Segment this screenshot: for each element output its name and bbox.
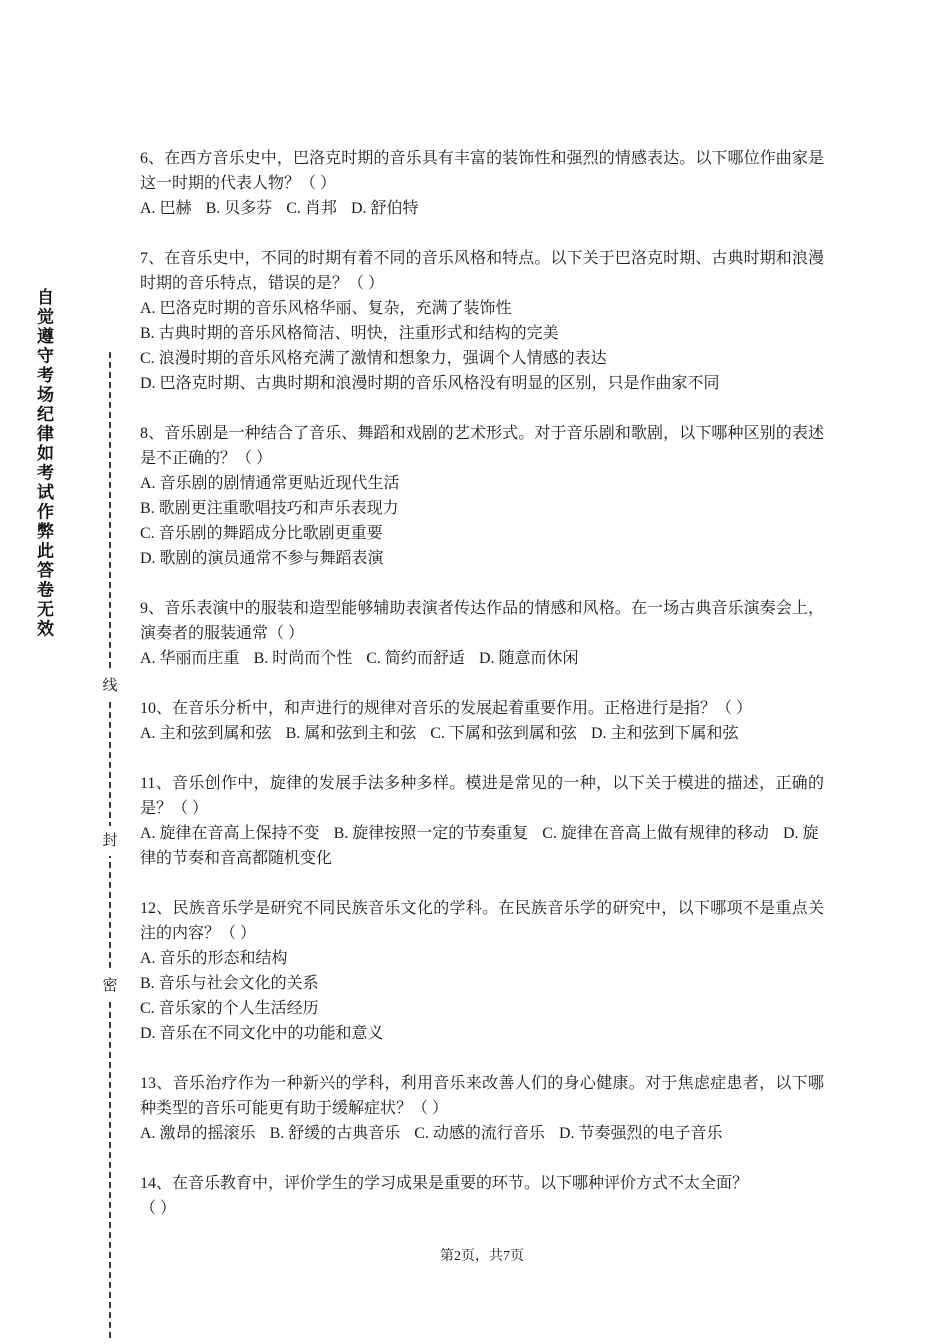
option-c: C. 动感的流行音乐 (414, 1125, 545, 1142)
question-options (140, 296, 824, 396)
option-d: D. 旋律的节奏和音高都随机变化 (140, 825, 819, 867)
question-7 (140, 246, 824, 396)
question-12 (140, 896, 824, 1046)
question-stem: 11、音乐创作中，旋律的发展手法多种多样。模进是常见的一种，以下关于模进的描述，正确的是？（ ） (140, 775, 824, 817)
question-stem: 8、音乐剧是一种结合了音乐、舞蹈和戏剧的艺术形式。对于音乐剧和歌剧，以下哪种区别的表述是不正确的？（ ） (140, 425, 824, 467)
option-d: D. 主和弦到下属和弦 (590, 725, 739, 742)
option-b: B. 时尚而个性 (253, 650, 353, 667)
option-a: A. 主和弦到属和弦 (140, 725, 272, 742)
option-a: A. 华丽而庄重 (140, 650, 240, 667)
question-14 (140, 1171, 824, 1221)
question-stem: 7、在音乐史中，不同的时期有着不同的音乐风格和特点。以下关于巴洛克时期、古典时期和浪漫时期的音乐特点，错误的是？（ ） (140, 250, 824, 292)
question-stem: 12、民族音乐学是研究不同民族音乐文化的学科。在民族音乐学的研究中，以下哪项不是重点关注的内容？（ ） (140, 900, 824, 942)
question-9 (140, 596, 824, 671)
question-stem: 9、音乐表演中的服装和造型能够辅助表演者传达作品的情感和风格。在一场古典音乐演奏会上，演奏者的服装通常（ ） (140, 600, 824, 642)
question-options (140, 646, 824, 671)
seal-char-secret: 密 (100, 971, 120, 1001)
questions-area (140, 146, 824, 1246)
option-b: B. 旋律按照一定的节奏重复 (333, 825, 529, 842)
page-footer: 第2页，共7页 (440, 1249, 524, 1264)
question-11 (140, 771, 824, 871)
option-d: D. 巴洛克时期、古典时期和浪漫时期的音乐风格没有明显的区别，只是作曲家不同 (140, 375, 720, 392)
option-d: D. 节奏强烈的电子音乐 (558, 1125, 723, 1142)
option-b: B. 歌剧更注重歌唱技巧和声乐表现力 (140, 500, 399, 517)
option-b: B. 贝多芬 (205, 200, 273, 217)
question-options (140, 196, 824, 221)
question-options (140, 721, 824, 746)
exam-discipline-warning: 自觉遵守考场纪律如考试作弊此答卷无效 (34, 288, 53, 639)
option-b: B. 舒缓的古典音乐 (269, 1125, 401, 1142)
seal-char-line: 线 (100, 671, 120, 701)
answer-blank: （ ） (140, 1200, 177, 1217)
option-c: C. 下属和弦到属和弦 (430, 725, 577, 742)
question-13 (140, 1071, 824, 1146)
option-c: C. 音乐家的个人生活经历 (140, 1000, 319, 1017)
option-a: A. 旋律在音高上保持不变 (140, 825, 320, 842)
question-stem: 13、音乐治疗作为一种新兴的学科，利用音乐来改善人们的身心健康。对于焦虑症患者，以下哪种类型的音乐可能更有助于缓解症状？（ ） (140, 1075, 824, 1117)
option-d: D. 音乐在不同文化中的功能和意义 (140, 1025, 384, 1042)
question-stem: 10、在音乐分析中，和声进行的规律对音乐的发展起着重要作用。正格进行是指？（ ） (140, 700, 753, 717)
option-c: C. 音乐剧的舞蹈成分比歌剧更重要 (140, 525, 383, 542)
option-c: C. 旋律在音高上做有规律的移动 (542, 825, 769, 842)
option-a: A. 激昂的摇滚乐 (140, 1125, 256, 1142)
question-6 (140, 146, 824, 221)
option-c: C. 简约而舒适 (366, 650, 465, 667)
option-a: A. 音乐的形态和结构 (140, 950, 288, 967)
question-options (140, 471, 824, 571)
option-d: D. 随意而休闲 (478, 650, 579, 667)
option-a: A. 巴洛克时期的音乐风格华丽、复杂，充满了装饰性 (140, 300, 512, 317)
option-a: A. 巴赫 (140, 200, 192, 217)
question-options (140, 946, 824, 1046)
option-b: B. 古典时期的音乐风格简洁、明快，注重形式和结构的完美 (140, 325, 559, 342)
option-b: B. 音乐与社会文化的关系 (140, 975, 319, 992)
question-stem: 14、在音乐教育中，评价学生的学习成果是重要的环节。以下哪种评价方式不太全面？ (140, 1175, 749, 1192)
option-b: B. 属和弦到主和弦 (285, 725, 417, 742)
seal-char-seal: 封 (100, 826, 120, 856)
option-d: D. 舒伯特 (350, 200, 419, 217)
question-options (140, 821, 824, 871)
question-options (140, 1121, 824, 1146)
question-8 (140, 421, 824, 571)
option-c: C. 肖邦 (286, 200, 337, 217)
option-a: A. 音乐剧的剧情通常更贴近现代生活 (140, 475, 400, 492)
question-stem: 6、在西方音乐史中，巴洛克时期的音乐具有丰富的装饰性和强烈的情感表达。以下哪位作曲家是这一时期的代表人物？（ ） (140, 150, 824, 192)
option-d: D. 歌剧的演员通常不参与舞蹈表演 (140, 550, 384, 567)
option-c: C. 浪漫时期的音乐风格充满了激情和想象力，强调个人情感的表达 (140, 350, 607, 367)
question-10 (140, 696, 824, 746)
